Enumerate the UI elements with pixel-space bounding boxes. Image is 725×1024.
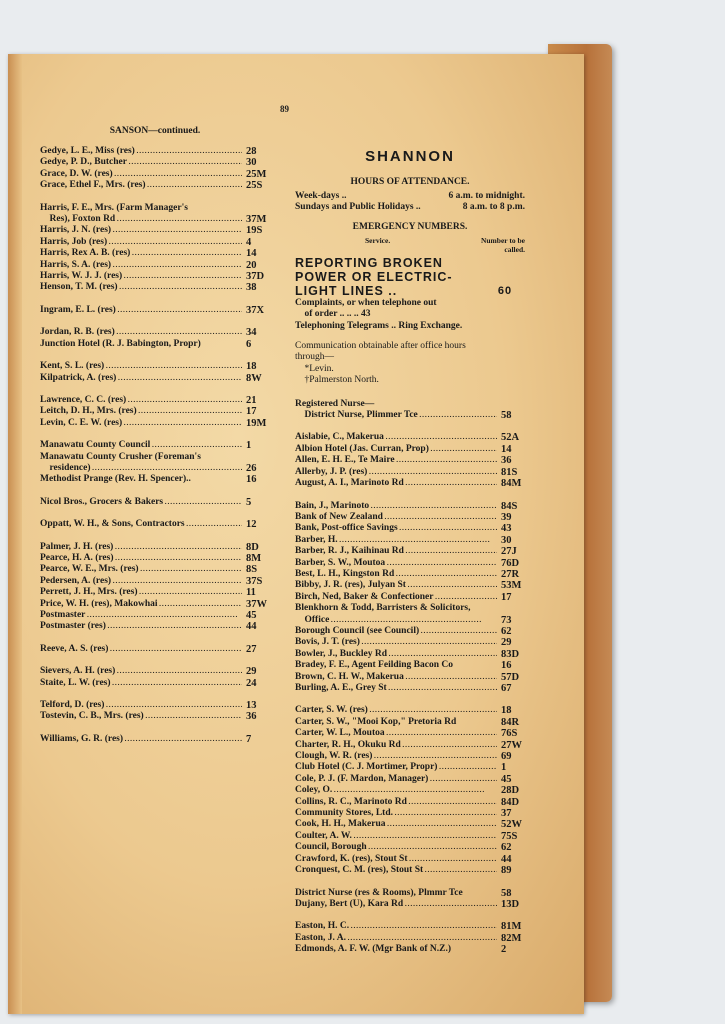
listing-row: [40, 734, 270, 745]
listing-number: 36: [246, 711, 257, 723]
listing-row: [40, 157, 270, 168]
listing-name: Club Hotel (C. J. Mortimer, Propr) . . .: [295, 762, 497, 773]
listing-name: Oppatt, W. H., & Sons, Contractors . . .: [40, 519, 242, 530]
listing-name: Harris, Job (res) . . .: [40, 237, 242, 248]
listing-row: [40, 700, 270, 711]
listing-number: 25M: [246, 168, 267, 180]
listing-row: [295, 603, 525, 614]
listing-row: [40, 225, 270, 236]
listing-number: [242, 203, 270, 214]
listing-row: [295, 899, 525, 910]
listing-row: [295, 797, 525, 808]
listing-row: [40, 666, 270, 677]
listing-number: 29: [501, 637, 512, 649]
listing-row: [40, 361, 270, 372]
left-column: [40, 126, 270, 745]
listing-number: 18: [246, 361, 257, 373]
town-title: SHANNON: [365, 148, 455, 165]
listing-name: Perrett, J. H., Mrs. (res) . . .: [40, 587, 242, 598]
listing-name: Borough Council (see Council) . . .: [295, 626, 497, 637]
listing-number: 62: [501, 842, 512, 854]
listing-row: [40, 452, 270, 463]
listing-number: 58: [501, 410, 512, 422]
listing-name: Bank, Post-office Savings . . .: [295, 523, 497, 534]
listing-number: 8W: [246, 372, 262, 384]
listing-number: 1: [246, 440, 252, 452]
listing-number: 38: [246, 282, 257, 294]
listing-row: [295, 410, 525, 421]
listing-row: [40, 237, 270, 248]
right-column: [295, 148, 525, 956]
listing-row: [295, 933, 525, 944]
listing-row: [295, 558, 525, 569]
complaints-line: of order .. .. .. 43: [295, 309, 371, 320]
listing-name: Manawatu County Council . . .: [40, 440, 242, 451]
listing-name: Bibby, J. R. (res), Julyan St . . .: [295, 580, 497, 591]
listing-name: Grace, Ethel F., Mrs. (res) . . .: [40, 180, 242, 191]
listing-name: Pedersen, A. (res) . . .: [40, 576, 242, 587]
listing-number: 28: [246, 146, 257, 157]
listing-number: 76D: [501, 557, 520, 569]
listing-name: Leitch, D. H., Mrs. (res) . . .: [40, 406, 242, 417]
listing-row: [295, 512, 525, 523]
listing-name: Allen, E. H. E., Te Maire . . .: [295, 455, 497, 466]
listing-number: 16: [246, 474, 257, 486]
hours-label: Sundays and Public Holidays ..: [295, 202, 421, 213]
complaints-block: [295, 298, 525, 332]
listing-row: [295, 660, 525, 671]
listing-name: Lawrence, C. C. (res) . . .: [40, 395, 242, 406]
listing-row: [40, 542, 270, 553]
listing-name: Bank of New Zealand . . .: [295, 512, 497, 523]
listing-row: [295, 762, 525, 773]
listing-number: 37S: [246, 575, 263, 587]
listing-number: 37W: [246, 598, 267, 610]
listing-row: [40, 644, 270, 655]
listing-number: 43: [501, 523, 512, 535]
listing-row: [295, 751, 525, 762]
listing-name: Best, L. H., Kingston Rd . . .: [295, 569, 497, 580]
listing-name: Pearce, W. E., Mrs. (res) . . .: [40, 564, 242, 575]
listing-name: Grace, D. W. (res) . . .: [40, 169, 242, 180]
listing-number: 17: [501, 591, 512, 603]
listing-row: [40, 180, 270, 191]
nurse-heading: Registered Nurse—: [295, 398, 375, 409]
listing-row: [40, 271, 270, 282]
listing-row: [295, 649, 525, 660]
listing-number: 7: [246, 733, 252, 745]
listing-number: 67: [501, 683, 512, 694]
listing-row: [40, 463, 270, 474]
hours-label: Week-days ..: [295, 191, 347, 201]
listing-row: [295, 944, 525, 955]
listing-row: [40, 418, 270, 429]
listing-row: [295, 740, 525, 751]
listing-name: Bradey, F. E., Agent Feilding Bacon Co: [295, 660, 453, 671]
listing-name: Barber, S. W., Moutoa . . .: [295, 558, 497, 569]
right-listings: [295, 432, 525, 955]
listing-row: [295, 523, 525, 534]
listing-number: 27: [246, 643, 257, 655]
listing-row: [295, 785, 525, 796]
listing-name: Cook, H. H., Makerua . . .: [295, 819, 497, 830]
listing-name: Staite, L. W. (res) . . .: [40, 678, 242, 689]
listing-name: Kent, S. L. (res) . . .: [40, 361, 242, 372]
listing-name: Jordan, R. B. (res) . . .: [40, 327, 242, 338]
listing-name: Methodist Prange (Rev. H. Spencer)..: [40, 474, 191, 485]
listing-row: [40, 519, 270, 530]
listing-row: [40, 395, 270, 406]
listing-number: 84M: [501, 478, 522, 490]
listing-name: Nicol Bros., Grocers & Bakers . . .: [40, 497, 242, 508]
listing-row: [295, 478, 525, 489]
listing-number: 19M: [246, 417, 267, 429]
communication-line: through—: [295, 352, 335, 363]
listing-number: 11: [246, 587, 256, 599]
service-header: [295, 236, 525, 254]
listing-name: Coley, O. . . .: [295, 785, 497, 796]
listing-name: Community Stores, Ltd. . . .: [295, 808, 497, 819]
listing-row: [295, 569, 525, 580]
service-label: Service.: [365, 235, 391, 245]
listing-row: [295, 501, 525, 512]
listing-number: 18: [501, 705, 512, 717]
listing-name: Sievers, A. H. (res) . . .: [40, 666, 242, 677]
listing-row: [295, 615, 525, 626]
hours-list: [295, 191, 525, 214]
listing-row: [295, 808, 525, 819]
listing-row: [295, 842, 525, 853]
listing-name: August, A. I., Marinoto Rd . . .: [295, 478, 497, 489]
listing-row: [40, 497, 270, 508]
listing-number: 84R: [501, 716, 520, 728]
listing-row: [295, 819, 525, 830]
listing-number: 13: [246, 700, 257, 712]
listing-number: 44: [501, 853, 512, 865]
hours-row: [295, 191, 525, 202]
listing-name: Easton, H. C. . . .: [295, 921, 497, 932]
listing-row: [40, 146, 270, 157]
listing-name: Carter, W. L., Moutoa . . .: [295, 728, 497, 739]
listing-number: 36: [501, 455, 512, 467]
listing-number: 27J: [501, 546, 517, 558]
listing-number: 34: [246, 327, 257, 339]
listing-name: Gedye, L. E., Miss (res) . . .: [40, 146, 242, 157]
listing-number: 84D: [501, 796, 520, 808]
listing-name: Birch, Ned, Baker & Confectioner . . .: [295, 592, 497, 603]
listing-row: [40, 599, 270, 610]
listing-row: [40, 282, 270, 293]
listing-row: [40, 248, 270, 259]
listing-row: [295, 774, 525, 785]
number-label: Number to be called.: [480, 235, 525, 254]
listing-row: [295, 728, 525, 739]
listing-number: 83D: [501, 648, 520, 660]
listing-number: 20: [246, 259, 257, 271]
listing-name: Harris, S. A. (res) . . .: [40, 260, 242, 271]
listing-number: 82M: [501, 932, 522, 944]
listing-row: [40, 440, 270, 451]
reporting-line: POWER OR ELECTRIC-: [295, 269, 453, 284]
listing-number: [497, 603, 525, 614]
listing-number: 13D: [501, 898, 520, 910]
listing-number: 76S: [501, 728, 518, 740]
listing-number: 89: [501, 865, 512, 877]
listing-name: Crawford, K. (res), Stout St . . .: [295, 854, 497, 865]
listing-number: 81S: [501, 466, 518, 478]
listing-row: [40, 406, 270, 417]
listing-row: [40, 169, 270, 180]
listing-number: 25S: [246, 180, 263, 192]
listing-name: District Nurse (res & Rooms), Plmmr Tce: [295, 887, 463, 898]
listing-row: [295, 888, 525, 899]
listing-number: 27R: [501, 568, 520, 580]
listing-name: Collins, R. C., Marinoto Rd . . .: [295, 797, 497, 808]
listing-row: [295, 831, 525, 842]
listing-row: [295, 717, 525, 728]
listing-number: 45: [246, 610, 257, 621]
listing-row: [40, 576, 270, 587]
listing-number: 16: [501, 660, 512, 672]
reporting-number: 60: [497, 284, 513, 297]
listing-number: 12: [246, 519, 257, 531]
listing-number: 14: [246, 248, 257, 260]
listing-number: 84S: [501, 500, 518, 512]
listing-row: [40, 260, 270, 271]
listing-name: Coulter, A. W. . . .: [295, 831, 497, 842]
listing-number: 1: [501, 762, 507, 774]
listing-row: [40, 587, 270, 598]
listing-number: 5: [246, 496, 252, 508]
listing-name: Bovis, J. T. (res) . . .: [295, 637, 497, 648]
listing-name: Office . . .: [295, 615, 497, 626]
listing-number: 2: [501, 944, 507, 956]
listing-number: 81M: [501, 921, 522, 933]
listing-name: Carter, S. W., "Mooi Kop," Pretoria Rd: [295, 716, 457, 727]
listing-row: [295, 535, 525, 546]
listing-name: Palmer, J. H. (res) . . .: [40, 542, 242, 553]
listing-name: Cole, P. J. (F. Mardon, Manager) . . .: [295, 774, 497, 785]
listing-row: [295, 865, 525, 876]
listing-number: 45: [501, 773, 512, 785]
listing-name: Gedye, P. D., Butcher . . .: [40, 157, 242, 168]
listing-row: [40, 203, 270, 214]
listing-name: Henson, T. M. (res) . . .: [40, 282, 242, 293]
listing-name: Council, Borough . . .: [295, 842, 497, 853]
listing-row: [295, 432, 525, 443]
left-listings: [40, 146, 270, 745]
reporting-text: [295, 256, 485, 298]
listing-number: 57D: [501, 671, 520, 683]
listing-number: 17: [246, 406, 257, 418]
complaints-line: Complaints, or when telephone out: [295, 297, 437, 308]
communication-note: [295, 341, 525, 387]
page-number: 89: [280, 104, 289, 114]
listing-name: Carter, S. W. (res) . . .: [295, 705, 497, 716]
listing-number: 37: [501, 808, 512, 820]
listing-number: 6: [246, 338, 252, 350]
listing-number: 8S: [246, 564, 258, 576]
listing-name: residence) . . .: [40, 463, 242, 474]
listing-row: [40, 474, 270, 485]
listing-name: Bowler, J., Buckley Rd . . .: [295, 649, 497, 660]
complaints-line: Telephoning Telegrams .. Ring Exchange.: [295, 320, 463, 331]
listing-row: [295, 580, 525, 591]
listing-name: Harris, J. N. (res) . . .: [40, 225, 242, 236]
listing-row: [295, 626, 525, 637]
listing-name: Clough, W. R. (res) . . .: [295, 751, 497, 762]
listing-name: Ingram, E. L. (res) . . .: [40, 305, 242, 316]
listing-number: 28D: [501, 785, 520, 797]
listing-name: Allerby, J. P. (res) . . .: [295, 467, 497, 478]
listing-name: Barber, R. J., Kaihinau Rd . . .: [295, 546, 497, 557]
listing-name: Brown, C. H. W., Makerua . . .: [295, 672, 497, 683]
listing-number: [242, 452, 270, 463]
reporting-block: [295, 256, 525, 298]
listing-name: Burling, A. E., Grey St . . .: [295, 683, 497, 694]
listing-name: Williams, G. R. (res) . . .: [40, 734, 242, 745]
reporting-line: LIGHT LINES ..: [295, 283, 398, 298]
listing-row: [40, 339, 270, 350]
listing-name: Postmaster (res) . . .: [40, 621, 242, 632]
listing-number: 37X: [246, 304, 265, 316]
listing-name: Price, W. H. (res), Makowhai . . .: [40, 599, 242, 610]
listing-number: 8D: [246, 541, 259, 553]
listing-name: Barber, H. . . .: [295, 535, 497, 546]
listing-name: Postmaster . . .: [40, 610, 242, 621]
listing-row: [295, 444, 525, 455]
listing-name: Tostevin, C. B., Mrs. (res) . . .: [40, 711, 242, 722]
listing-number: 37D: [246, 271, 265, 283]
listing-row: [295, 592, 525, 603]
listing-name: Harris, W. J. J. (res) . . .: [40, 271, 242, 282]
listing-number: 29: [246, 666, 257, 678]
listing-name: Albion Hotel (Jas. Curran, Prop) . . .: [295, 444, 497, 455]
listing-name: Easton, J. A. . . .: [295, 933, 497, 944]
communication-line: Communication obtainable after office hours: [295, 341, 466, 352]
listing-row: [295, 455, 525, 466]
listing-name: Res), Foxton Rd . . .: [40, 214, 242, 225]
listing-row: [40, 327, 270, 338]
listing-name: Edmonds, A. F. W. (Mgr Bank of N.Z.): [295, 944, 451, 955]
communication-line: †Palmerston North.: [295, 375, 379, 386]
listing-number: 14: [501, 443, 512, 455]
listing-name: Kilpatrick, A. (res) . . .: [40, 373, 242, 384]
listing-row: [40, 678, 270, 689]
listing-name: Reeve, A. S. (res) . . .: [40, 644, 242, 655]
listing-name: Levin, C. E. W. (res) . . .: [40, 418, 242, 429]
listing-name: Aislabie, C., Makerua . . .: [295, 432, 497, 443]
listing-row: [295, 854, 525, 865]
listing-row: [40, 214, 270, 225]
listing-row: [295, 921, 525, 932]
listing-number: 4: [246, 236, 252, 248]
listing-row: [40, 610, 270, 621]
listing-number: 19S: [246, 225, 263, 237]
listing-number: 37M: [246, 214, 267, 226]
listing-row: [295, 705, 525, 716]
listing-name: Harris, F. E., Mrs. (Farm Manager's: [40, 202, 188, 213]
listing-row: [40, 373, 270, 384]
listing-row: [295, 683, 525, 694]
hours-value: 6 a.m. to midnight.: [448, 191, 525, 201]
listing-number: 30: [501, 534, 512, 546]
listing-number: 73: [501, 614, 512, 626]
listing-row: [295, 546, 525, 557]
listing-number: 75S: [501, 830, 518, 842]
hours-row: [295, 202, 525, 213]
listing-name: Harris, Rex A. B. (res) . . .: [40, 248, 242, 259]
listing-name: Telford, D. (res) . . .: [40, 700, 242, 711]
listing-row: [40, 621, 270, 632]
listing-name: Dujany, Bert (U), Kara Rd . . .: [295, 899, 497, 910]
nurse-entry: [295, 410, 525, 421]
listing-number: 39: [501, 511, 512, 523]
listing-row: [40, 564, 270, 575]
page-binding-edge: [8, 54, 22, 1014]
listing-name: Charter, R. H., Okuku Rd . . .: [295, 740, 497, 751]
listing-number: 58: [501, 887, 512, 899]
listing-row: [40, 553, 270, 564]
listing-row: [40, 711, 270, 722]
listing-name: District Nurse, Plimmer Tce . . .: [295, 410, 497, 421]
listing-row: [295, 637, 525, 648]
hours-heading: HOURS OF ATTENDANCE.: [350, 177, 470, 187]
listing-row: [40, 305, 270, 316]
listing-number: 53M: [501, 580, 522, 592]
listing-name: Bain, J., Marinoto . . .: [295, 501, 497, 512]
listing-number: 26: [246, 462, 257, 474]
listing-name: Cronquest, C. M. (res), Stout St . . .: [295, 865, 497, 876]
listing-number: 27W: [501, 739, 522, 751]
listing-number: 62: [501, 625, 512, 637]
listing-row: [295, 467, 525, 478]
communication-line: *Levin.: [295, 363, 334, 374]
listing-name: Junction Hotel (R. J. Babington, Propr): [40, 338, 201, 349]
listing-number: 30: [246, 157, 257, 169]
listing-number: 21: [246, 394, 257, 406]
listing-name: Blenkhorn & Todd, Barristers & Solicitors,: [295, 603, 471, 614]
reporting-line: REPORTING BROKEN: [295, 255, 443, 270]
listing-number: 44: [246, 621, 257, 633]
listing-number: 52A: [501, 432, 520, 444]
listing-number: 69: [501, 751, 512, 763]
hours-value: 8 a.m. to 8 p.m.: [462, 202, 525, 213]
listing-name: Pearce, H. A. (res) . . .: [40, 553, 242, 564]
section-header: SANSON—continued.: [109, 126, 201, 136]
emergency-heading: EMERGENCY NUMBERS.: [352, 221, 468, 232]
listing-number: 52W: [501, 819, 522, 831]
listing-number: 24: [246, 677, 257, 689]
listing-number: 8M: [246, 552, 262, 564]
listing-name: Manawatu County Crusher (Foreman's: [40, 451, 201, 462]
listing-row: [295, 672, 525, 683]
